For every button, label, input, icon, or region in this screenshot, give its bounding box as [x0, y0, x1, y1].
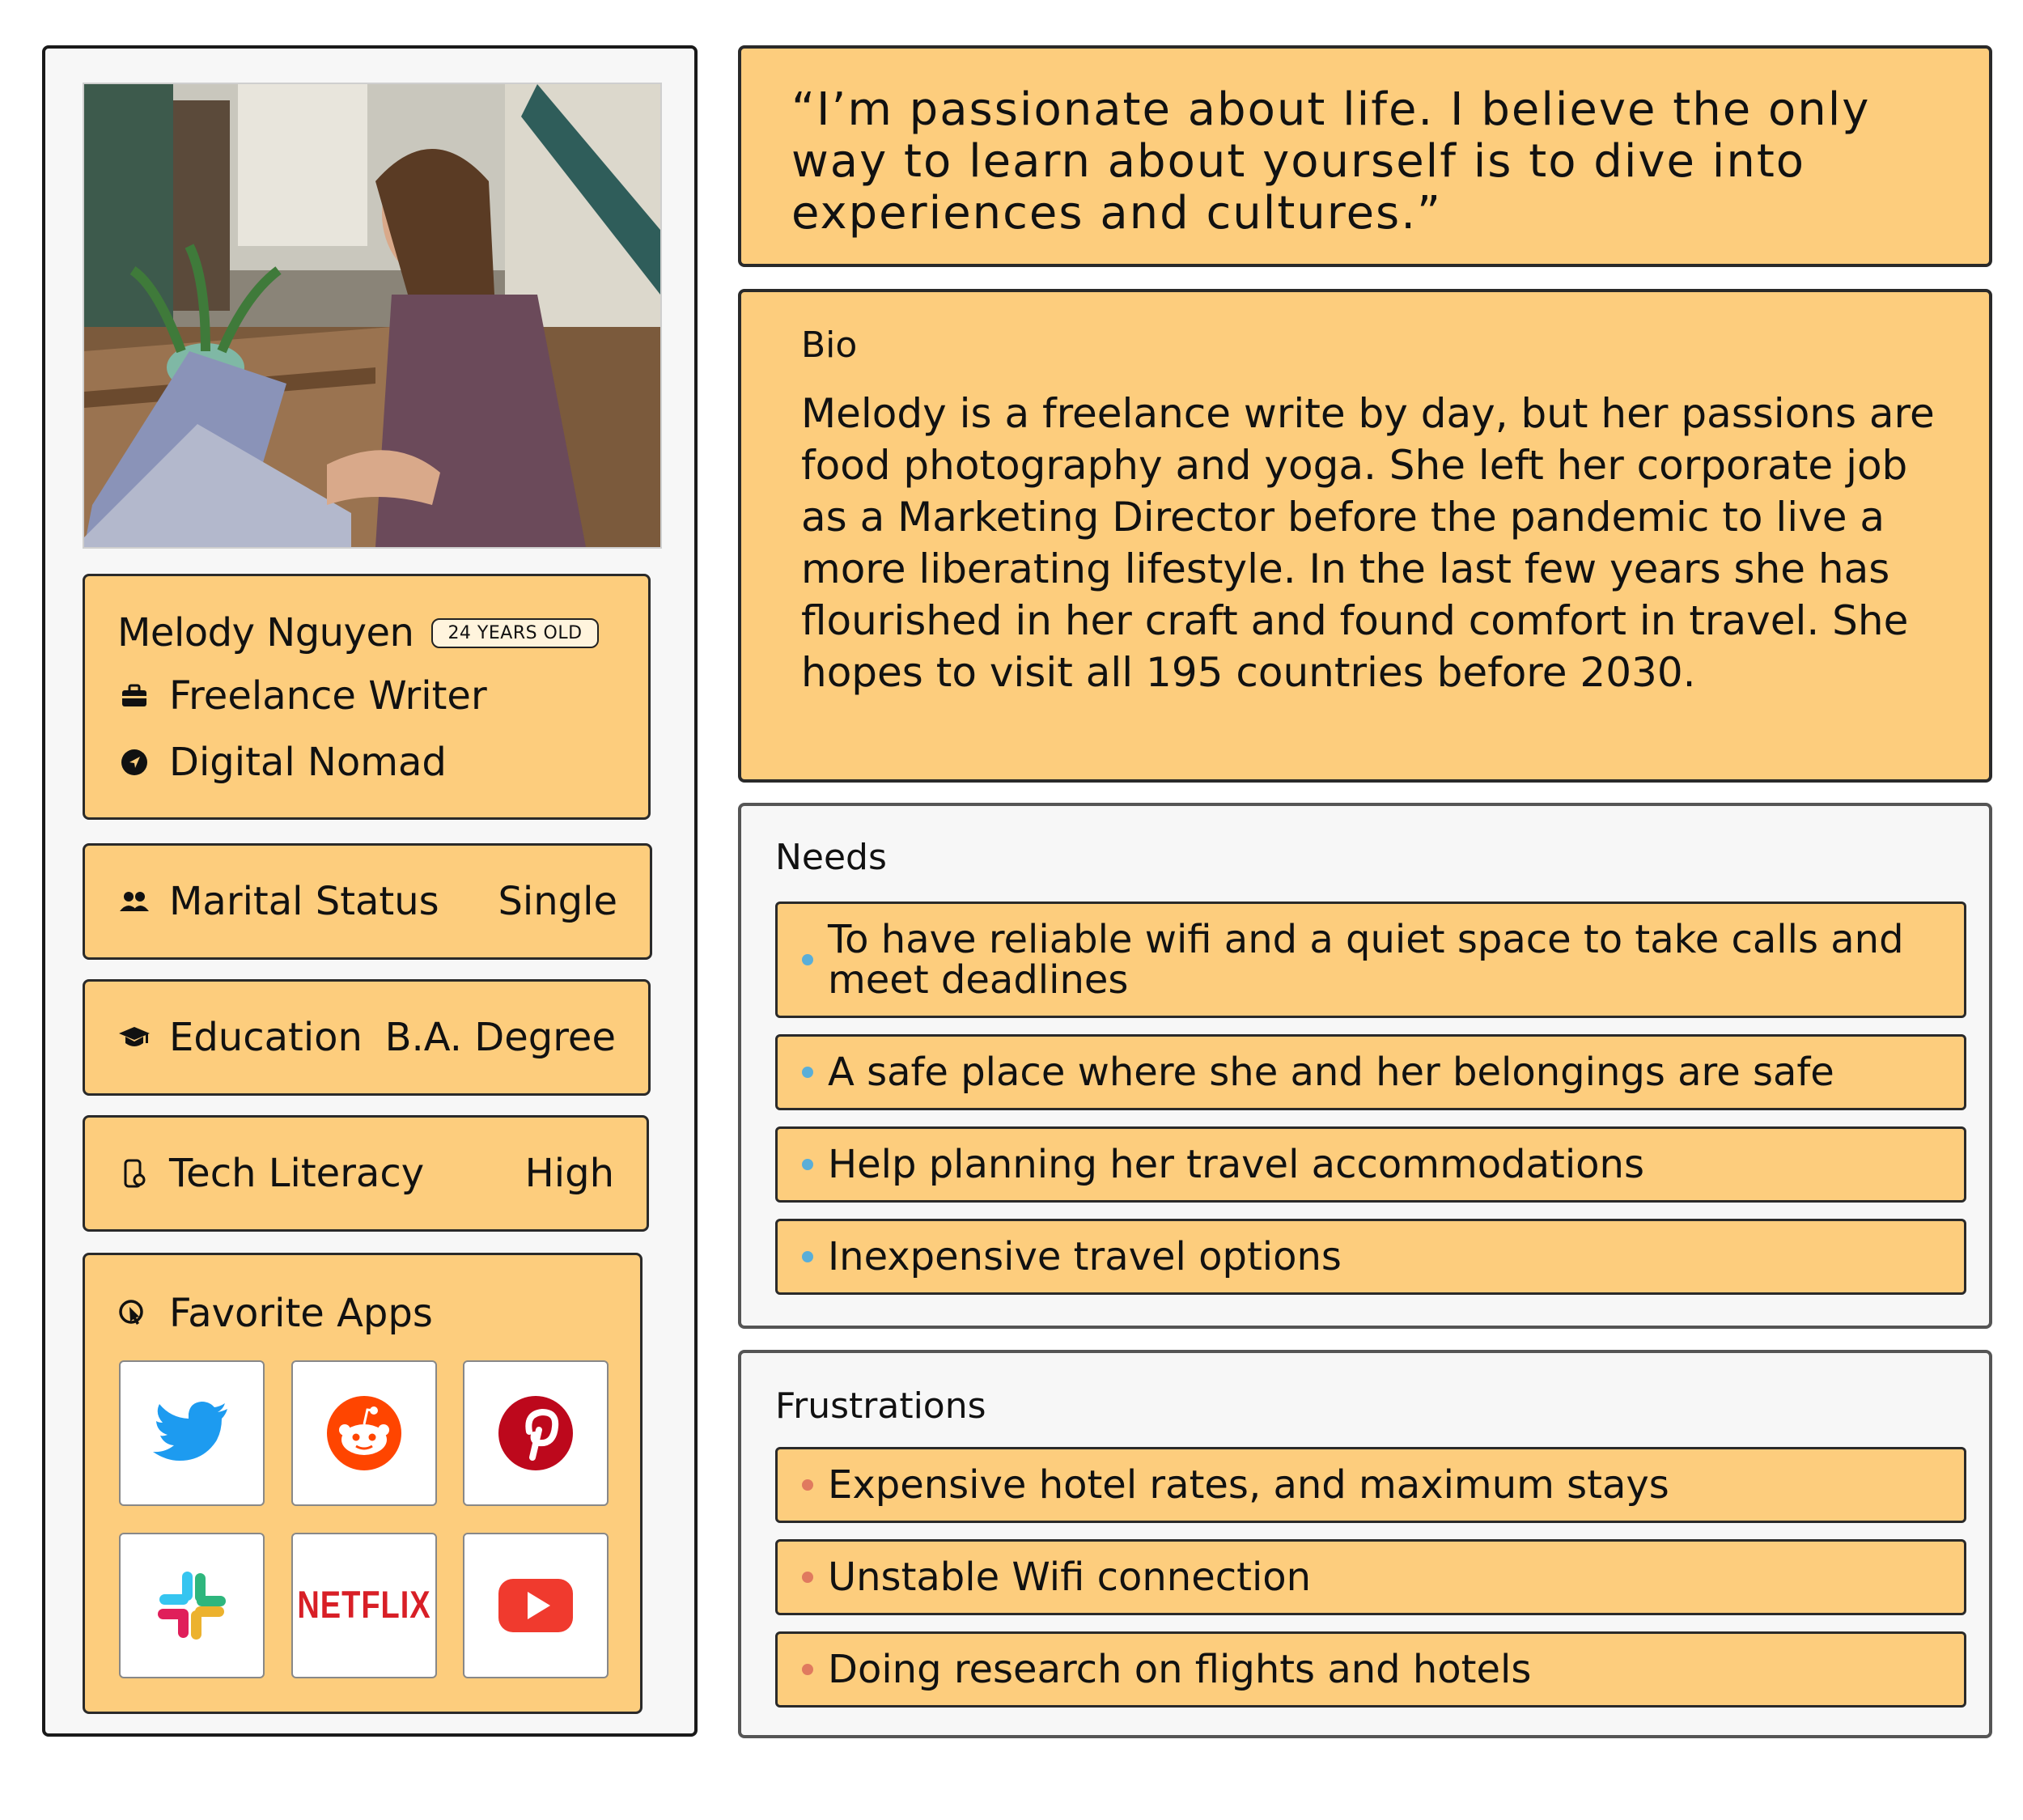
needs-item [775, 1219, 1966, 1295]
needs-item [775, 1126, 1966, 1203]
graduation-cap-icon [117, 1020, 151, 1054]
name-row [117, 610, 599, 655]
bullet-dot [802, 1664, 813, 1675]
favorite-apps-title: Favorite Apps [169, 1291, 433, 1336]
frustration-item-text: Unstable Wifi connection [828, 1555, 1312, 1600]
frustration-item [775, 1447, 1966, 1523]
frustration-item-text: Expensive hotel rates, and maximum stays [828, 1462, 1669, 1508]
needs-item-text: A safe place where she and her belongings are safe [828, 1050, 1834, 1095]
persona-quote: “I’m passionate about life. I believe the only way to learn about yourself is to dive into experiences and cultures.” [791, 83, 1871, 240]
app-tile-twitter[interactable] [119, 1360, 265, 1506]
frustrations-title: Frustrations [775, 1385, 986, 1427]
favorite-apps-card [83, 1253, 643, 1714]
education-label: Education [169, 1015, 363, 1060]
pinterest-icon [497, 1394, 575, 1472]
frustration-item-text: Doing research on flights and hotels [828, 1647, 1532, 1692]
app-tile-netflix[interactable] [291, 1533, 437, 1678]
needs-section [738, 803, 1992, 1329]
frustrations-section [738, 1350, 1992, 1738]
education-card [83, 979, 651, 1096]
bio-card [738, 289, 1992, 783]
occupation-row [117, 673, 487, 719]
slack-icon [153, 1567, 231, 1644]
education-value: B.A. Degree [384, 1015, 616, 1060]
app-tile-youtube[interactable] [463, 1533, 609, 1678]
reddit-icon [325, 1394, 403, 1472]
tech-literacy-card [83, 1115, 649, 1232]
needs-item [775, 1034, 1966, 1110]
bullet-dot [802, 954, 813, 965]
twitter-icon [153, 1401, 231, 1466]
identity-card [83, 574, 651, 820]
bullet-dot [802, 1572, 813, 1583]
needs-item-text: Help planning her travel accommodations [828, 1142, 1644, 1187]
frustration-item [775, 1539, 1966, 1615]
profile-photo [83, 83, 662, 549]
needs-item-text: Inexpensive travel options [828, 1234, 1342, 1279]
people-icon [117, 885, 151, 918]
marital-status-value: Single [498, 879, 617, 924]
marital-status-label: Marital Status [169, 879, 439, 924]
bullet-dot [802, 1479, 813, 1491]
favorite-apps-header [117, 1291, 433, 1336]
needs-item [775, 902, 1966, 1018]
needs-item-text: To have reliable wifi and a quiet space to take calls and meet deadlines [828, 917, 1904, 1003]
bullet-dot [802, 1159, 813, 1170]
persona-name: Melody Nguyen [117, 610, 414, 655]
app-tile-pinterest[interactable] [463, 1360, 609, 1506]
frustration-item [775, 1631, 1966, 1708]
tech-literacy-label: Tech Literacy [169, 1151, 425, 1196]
briefcase-icon [117, 679, 151, 713]
app-tile-reddit[interactable] [291, 1360, 437, 1506]
lifestyle-row [117, 740, 447, 785]
app-tile-slack[interactable] [119, 1533, 265, 1678]
bio-title: Bio [801, 325, 858, 366]
bullet-dot [802, 1067, 813, 1078]
location-arrow-icon [117, 745, 151, 779]
occupation-text: Freelance Writer [169, 673, 487, 719]
apps-icon [117, 1296, 151, 1330]
bio-text: Melody is a freelance write by day, but her passions are food photography and yoga. She left her corporate job as a Marketing Director before the pandemic to live a more liberating lifestyle. In the last few years she has flourished in her craft and found comfort in travel. She hopes to visit all 195 countries before 2030. [801, 390, 1935, 696]
profile-photo-image [84, 84, 660, 547]
marital-status-card [83, 843, 652, 960]
bullet-dot [802, 1251, 813, 1262]
needs-title: Needs [775, 837, 887, 878]
quote-card [738, 45, 1992, 267]
age-badge: 24 YEARS OLD [431, 618, 598, 648]
tech-literacy-value: High [524, 1151, 614, 1196]
phone-icon [117, 1156, 151, 1190]
lifestyle-text: Digital Nomad [169, 740, 447, 785]
netflix-icon: NETFLIX [297, 1584, 431, 1627]
youtube-icon [497, 1577, 575, 1634]
